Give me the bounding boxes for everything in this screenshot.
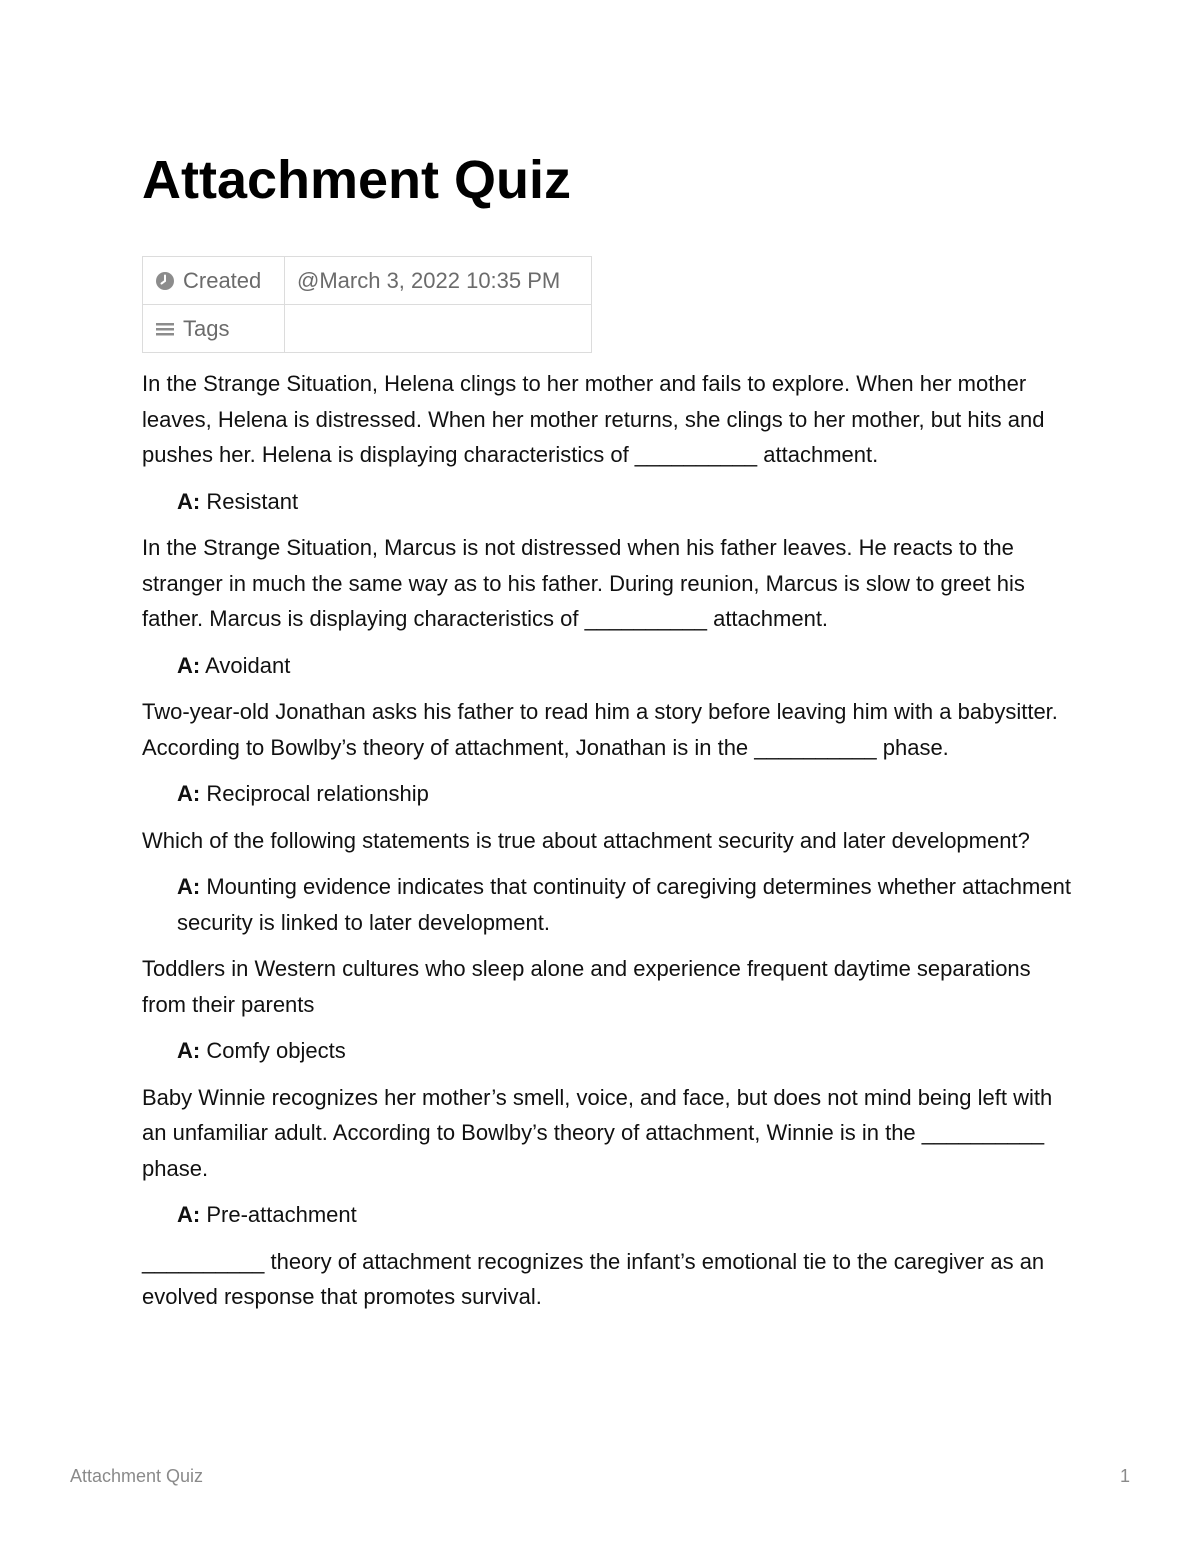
answer-prefix: A: <box>177 488 201 514</box>
quiz-content <box>142 366 1072 1326</box>
answer-text <box>142 1197 1072 1233</box>
property-label: Tags <box>183 315 230 341</box>
answer-text <box>142 484 1072 520</box>
answer-prefix: A: <box>177 1202 201 1227</box>
property-key <box>143 305 285 353</box>
answer-value: Reciprocal relationship <box>206 781 429 806</box>
answer-text <box>142 776 1072 812</box>
question-text: Toddlers in Western cultures who sleep alone and experience frequent daytime separations from their parents <box>142 956 1031 1017</box>
answer-prefix: A: <box>177 781 201 806</box>
footer-title: Attachment Quiz <box>70 1466 204 1486</box>
question-text: __________ theory of attachment recognizes the infant’s emotional tie to the caregiver as an evolved response that promotes survival. <box>142 1248 1045 1309</box>
answer-value: Avoidant <box>205 652 291 678</box>
answer-text <box>142 648 1072 684</box>
property-value: @March 3, 2022 10:35 PM <box>285 257 592 305</box>
question-text: In the Strange Situation, Helena clings to her mother and fails to explore. When her mother leaves, Helena is distressed. When her mother returns, she clings to her mother, but hits and pushes her. Helena is displaying characteristics of __________ attachment. <box>142 371 1045 467</box>
question-text: Baby Winnie recognizes her mother’s smell, voice, and face, but does not mind being left with an unfamiliar adult. According to Bowlby’s theory of attachment, Winnie is in the __________ phase. <box>142 1084 1053 1181</box>
property-row-tags <box>143 305 592 353</box>
page-title: Attachment Quiz <box>142 150 572 210</box>
answer-value: Comfy objects <box>206 1038 346 1063</box>
answer-text <box>142 1033 1072 1069</box>
properties-table <box>142 256 592 353</box>
property-key <box>143 257 285 305</box>
question-text: In the Strange Situation, Marcus is not distressed when his father leaves. He reacts to the stranger in much the same way as to his father. During reunion, Marcus is slow to greet his father. Marcus is displaying characteristics of __________ attachment. <box>142 535 1025 631</box>
answer-value: Mounting evidence indicates that continuity of caregiving determines whether attachment security is linked to later development. <box>177 874 1071 935</box>
property-value[interactable] <box>285 305 592 353</box>
question-text: Two-year-old Jonathan asks his father to read him a story before leaving him with a babysitter. According to Bowlby’s theory of attachment, Jonathan is in the __________ phase. <box>142 699 1058 760</box>
question-text: Which of the following statements is true about attachment security and later development? <box>142 827 1030 853</box>
answer-prefix: A: <box>177 652 201 678</box>
clock-icon <box>155 271 175 291</box>
answer-value: Resistant <box>206 488 299 514</box>
answer-prefix: A: <box>177 874 201 899</box>
property-row-created <box>143 257 592 305</box>
footer-page-number: 1 <box>1119 1466 1130 1486</box>
property-label: Created <box>183 267 262 293</box>
answer-value: Pre-attachment <box>206 1202 357 1227</box>
answer-prefix: A: <box>177 1038 201 1063</box>
answer-text <box>142 869 1072 940</box>
list-icon <box>155 319 175 339</box>
